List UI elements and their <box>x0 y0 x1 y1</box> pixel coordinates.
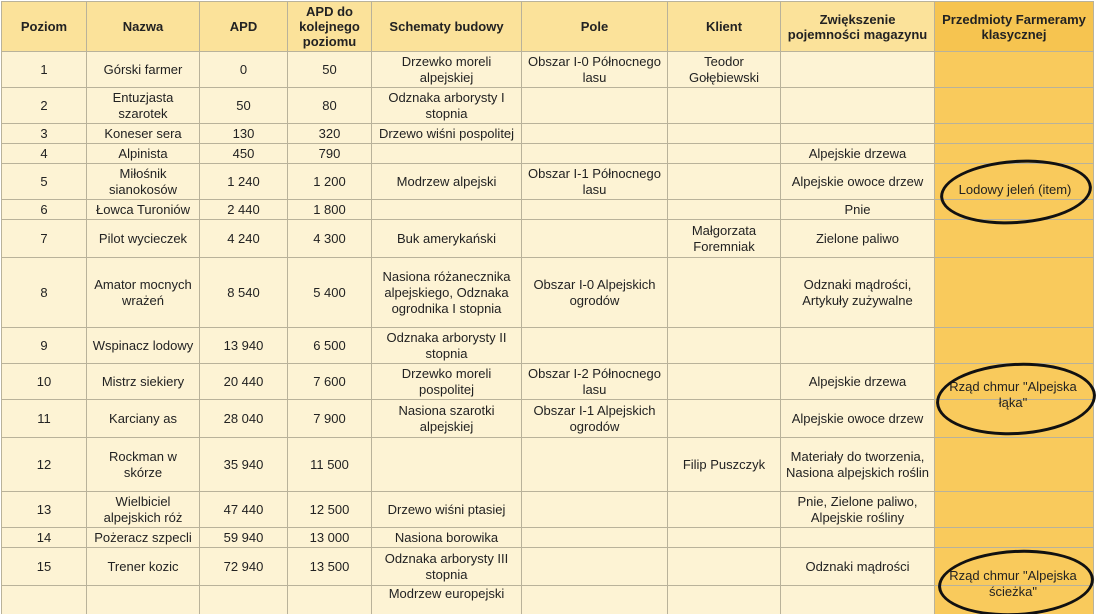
table-header-row <box>2 2 1094 52</box>
cell-apd-next: 320 <box>288 124 372 144</box>
table-row <box>2 52 1094 88</box>
cell-level: 11 <box>2 400 87 438</box>
cell-blueprints: Nasiona różanecznika alpejskiego, Odznaka ogrodnika I stopnia <box>372 258 522 328</box>
cell-blueprints: Modrzew alpejski <box>372 164 522 200</box>
cell-apd-next: 7 900 <box>288 400 372 438</box>
cell-storage <box>781 88 935 124</box>
table-row <box>2 586 1094 614</box>
cell-storage: Alpejskie owoce drzew <box>781 400 935 438</box>
cell-apd: 8 540 <box>200 258 288 328</box>
cell-apd: 13 940 <box>200 328 288 364</box>
cell-storage <box>781 124 935 144</box>
cell-apd-next: 5 400 <box>288 258 372 328</box>
header-blueprints: Schematy budowy <box>372 2 522 52</box>
header-apd: APD <box>200 2 288 52</box>
table-row <box>2 88 1094 124</box>
cell-field <box>522 144 668 164</box>
cell-field: Obszar I-0 Północnego lasu <box>522 52 668 88</box>
cell-name: Pożeracz szpecli <box>87 528 200 548</box>
cell-level <box>2 586 87 614</box>
cell-apd: 20 440 <box>200 364 288 400</box>
cell-storage: Odznaki mądrości, Artykuły zużywalne <box>781 258 935 328</box>
cell-client: Teodor Gołębiewski <box>668 52 781 88</box>
header-storage: Zwiększenie pojemności magazynu <box>781 2 935 52</box>
cell-classic-items <box>935 364 1094 400</box>
cell-blueprints: Nasiona szarotki alpejskiej <box>372 400 522 438</box>
cell-apd-next: 13 500 <box>288 548 372 586</box>
cell-client <box>668 164 781 200</box>
table-row <box>2 548 1094 586</box>
cell-client <box>668 528 781 548</box>
cell-classic-items <box>935 200 1094 220</box>
cell-apd-next: 80 <box>288 88 372 124</box>
cell-client <box>668 200 781 220</box>
cell-blueprints: Odznaka arborysty II stopnia <box>372 328 522 364</box>
cell-level: 6 <box>2 200 87 220</box>
cell-field <box>522 586 668 614</box>
cell-classic-items <box>935 438 1094 492</box>
table-row <box>2 438 1094 492</box>
cell-apd: 0 <box>200 52 288 88</box>
cell-storage: Odznaki mądrości <box>781 548 935 586</box>
cell-apd: 28 040 <box>200 400 288 438</box>
cell-blueprints: Modrzew europejski <box>372 586 522 614</box>
cell-apd-next: 13 000 <box>288 528 372 548</box>
header-client: Klient <box>668 2 781 52</box>
annotation-text-2: Rząd chmur "Alpejska łąka" <box>949 379 1077 410</box>
cell-blueprints: Drzewko moreli alpejskiej <box>372 52 522 88</box>
cell-blueprints: Drzewo wiśni pospolitej <box>372 124 522 144</box>
cell-apd: 72 940 <box>200 548 288 586</box>
header-name: Nazwa <box>87 2 200 52</box>
cell-level: 7 <box>2 220 87 258</box>
header-classic-items: Przedmioty Farmeramy klasycznej <box>935 2 1094 52</box>
cell-classic-items <box>935 164 1094 200</box>
cell-client <box>668 328 781 364</box>
cell-storage: Alpejskie drzewa <box>781 364 935 400</box>
cell-client <box>668 144 781 164</box>
cell-classic-items <box>935 492 1094 528</box>
level-table <box>1 1 1094 614</box>
header-field: Pole <box>522 2 668 52</box>
cell-field <box>522 438 668 492</box>
cell-field: Obszar I-0 Alpejskich ogrodów <box>522 258 668 328</box>
cell-apd-next: 7 600 <box>288 364 372 400</box>
cell-apd-next <box>288 586 372 614</box>
cell-name: Wielbiciel alpejskich róż <box>87 492 200 528</box>
cell-level: 1 <box>2 52 87 88</box>
cell-name: Górski farmer <box>87 52 200 88</box>
cell-name <box>87 586 200 614</box>
cell-name: Koneser sera <box>87 124 200 144</box>
cell-blueprints <box>372 144 522 164</box>
annotation-text-1: Lodowy jeleń (item) <box>958 182 1072 197</box>
cell-client <box>668 364 781 400</box>
cell-apd: 35 940 <box>200 438 288 492</box>
cell-field <box>522 328 668 364</box>
cell-level: 13 <box>2 492 87 528</box>
cell-name: Rockman w skórze <box>87 438 200 492</box>
cell-client <box>668 548 781 586</box>
cell-apd <box>200 586 288 614</box>
cell-client: Filip Puszczyk <box>668 438 781 492</box>
cell-field: Obszar I-2 Północnego lasu <box>522 364 668 400</box>
cell-name: Trener kozic <box>87 548 200 586</box>
cell-name: Wspinacz lodowy <box>87 328 200 364</box>
cell-client <box>668 88 781 124</box>
cell-blueprints: Drzewo wiśni ptasiej <box>372 492 522 528</box>
cell-client <box>668 124 781 144</box>
cell-apd: 130 <box>200 124 288 144</box>
table-row <box>2 164 1094 200</box>
table-row <box>2 124 1094 144</box>
cell-blueprints: Drzewko moreli pospolitej <box>372 364 522 400</box>
cell-apd-next: 790 <box>288 144 372 164</box>
cell-apd: 450 <box>200 144 288 164</box>
cell-apd: 1 240 <box>200 164 288 200</box>
cell-level: 8 <box>2 258 87 328</box>
cell-storage: Pnie <box>781 200 935 220</box>
cell-apd: 50 <box>200 88 288 124</box>
cell-client <box>668 400 781 438</box>
cell-field: Obszar I-1 Północnego lasu <box>522 164 668 200</box>
cell-storage <box>781 52 935 88</box>
cell-apd: 47 440 <box>200 492 288 528</box>
cell-field <box>522 220 668 258</box>
cell-field <box>522 88 668 124</box>
cell-apd: 4 240 <box>200 220 288 258</box>
cell-apd-next: 50 <box>288 52 372 88</box>
cell-name: Karciany as <box>87 400 200 438</box>
table-row <box>2 328 1094 364</box>
cell-apd-next: 6 500 <box>288 328 372 364</box>
cell-apd-next: 4 300 <box>288 220 372 258</box>
cell-apd-next: 1 800 <box>288 200 372 220</box>
cell-name: Łowca Turoniów <box>87 200 200 220</box>
cell-storage <box>781 586 935 614</box>
cell-storage <box>781 528 935 548</box>
cell-blueprints <box>372 200 522 220</box>
cell-classic-items <box>935 586 1094 614</box>
cell-storage: Materiały do tworzenia, Nasiona alpejskich roślin <box>781 438 935 492</box>
cell-level: 3 <box>2 124 87 144</box>
table-row <box>2 144 1094 164</box>
cell-apd-next: 11 500 <box>288 438 372 492</box>
cell-field <box>522 492 668 528</box>
cell-client: Małgorzata Foremniak <box>668 220 781 258</box>
cell-classic-items <box>935 52 1094 88</box>
cell-classic-items <box>935 328 1094 364</box>
cell-classic-items <box>935 258 1094 328</box>
cell-name: Alpinista <box>87 144 200 164</box>
cell-apd: 2 440 <box>200 200 288 220</box>
cell-classic-items <box>935 220 1094 258</box>
cell-name: Miłośnik sianokosów <box>87 164 200 200</box>
cell-classic-items <box>935 124 1094 144</box>
cell-storage: Zielone paliwo <box>781 220 935 258</box>
cell-storage: Pnie, Zielone paliwo, Alpejskie rośliny <box>781 492 935 528</box>
cell-blueprints <box>372 438 522 492</box>
cell-level: 14 <box>2 528 87 548</box>
cell-apd-next: 1 200 <box>288 164 372 200</box>
annotation-text-3: Rząd chmur "Alpejska ścieżka" <box>949 568 1077 599</box>
cell-client <box>668 258 781 328</box>
table-row <box>2 528 1094 548</box>
cell-blueprints: Buk amerykański <box>372 220 522 258</box>
cell-storage: Alpejskie owoce drzew <box>781 164 935 200</box>
cell-apd: 59 940 <box>200 528 288 548</box>
cell-apd-next: 12 500 <box>288 492 372 528</box>
cell-classic-items <box>935 400 1094 438</box>
table-row <box>2 258 1094 328</box>
cell-level: 5 <box>2 164 87 200</box>
cell-name: Amator mocnych wrażeń <box>87 258 200 328</box>
cell-client <box>668 586 781 614</box>
cell-blueprints: Odznaka arborysty I stopnia <box>372 88 522 124</box>
header-level: Poziom <box>2 2 87 52</box>
table-row <box>2 220 1094 258</box>
cell-classic-items <box>935 548 1094 586</box>
cell-level: 10 <box>2 364 87 400</box>
cell-level: 2 <box>2 88 87 124</box>
table-row <box>2 364 1094 400</box>
cell-field <box>522 124 668 144</box>
cell-level: 9 <box>2 328 87 364</box>
cell-field <box>522 548 668 586</box>
cell-field <box>522 200 668 220</box>
cell-name: Pilot wycieczek <box>87 220 200 258</box>
cell-storage <box>781 328 935 364</box>
table-row <box>2 492 1094 528</box>
cell-field <box>522 528 668 548</box>
cell-name: Mistrz siekiery <box>87 364 200 400</box>
cell-classic-items <box>935 144 1094 164</box>
table-row <box>2 200 1094 220</box>
cell-storage: Alpejskie drzewa <box>781 144 935 164</box>
cell-classic-items <box>935 88 1094 124</box>
cell-field: Obszar I-1 Alpejskich ogrodów <box>522 400 668 438</box>
cell-level: 15 <box>2 548 87 586</box>
cell-level: 12 <box>2 438 87 492</box>
cell-blueprints: Odznaka arborysty III stopnia <box>372 548 522 586</box>
cell-name: Entuzjasta szarotek <box>87 88 200 124</box>
cell-blueprints: Nasiona borowika <box>372 528 522 548</box>
cell-client <box>668 492 781 528</box>
cell-classic-items <box>935 528 1094 548</box>
table-row <box>2 400 1094 438</box>
header-apd-next: APD do kolejnego poziomu <box>288 2 372 52</box>
cell-level: 4 <box>2 144 87 164</box>
